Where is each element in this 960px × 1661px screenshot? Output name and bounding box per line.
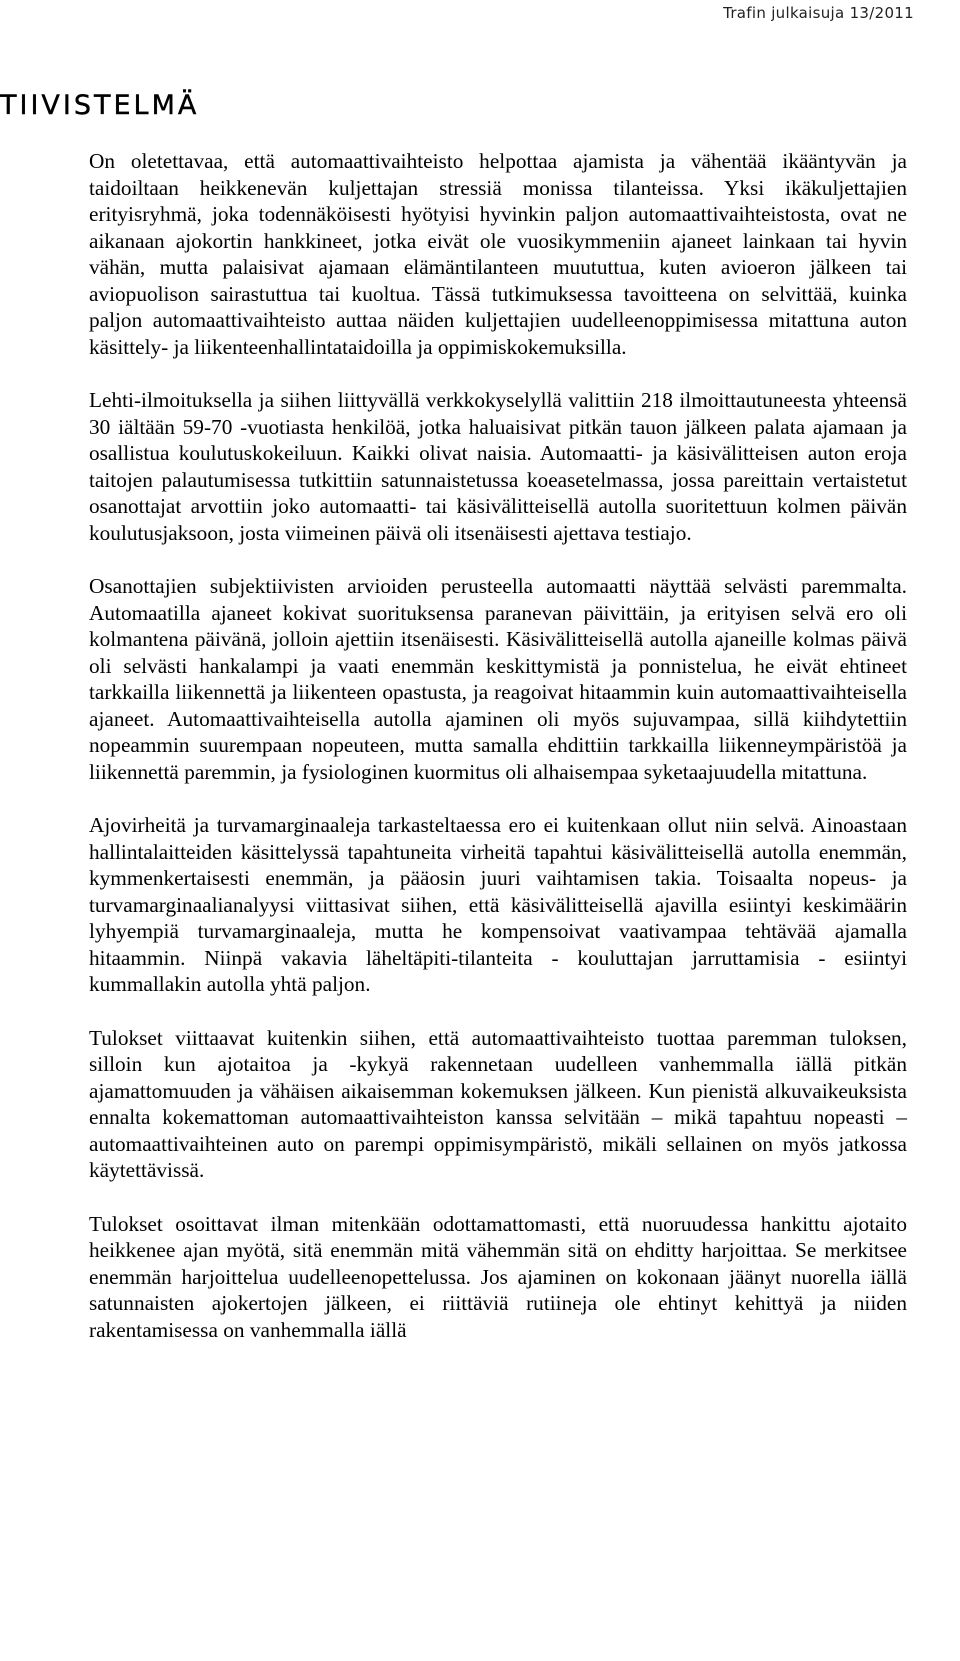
running-header: Trafin julkaisuja 13/2011 bbox=[723, 4, 914, 22]
abstract-body bbox=[89, 148, 907, 1370]
paragraph: Ajovirheitä ja turvamarginaaleja tarkasteltaessa ero ei kuitenkaan ollut niin selvä. Ainoastaan hallintalaitteiden käsittelyssä tapahtuneita virheitä tapahtui käsivälitteisellä autolla enemmän, kymmenkertaisesti enemmän, ja pääosin juuri vaihtamisen takia. Toisaalta nopeus- ja turvamarginaalianalyysi viittasivat siihen, että käsivälitteisellä ajavilla esiintyi keskimäärin lyhyempiä turvamarginaaleja, mutta he kompensoivat vaativampaa tehtävää ajamalla hitaammin. Niinpä vakavia läheltäpiti-tilanteita - kouluttajan jarruttamisia - esiintyi kummallakin autolla yhtä paljon. bbox=[89, 813, 907, 996]
paragraph: Tulokset viittaavat kuitenkin siihen, että automaattivaihteisto tuottaa paremman tuloksen, silloin kun ajotaitoa ja -kykyä rakennetaan uudelleen vanhemmalla iällä pitkän ajamattomuuden ja vähäisen aikaisemman kokemuksen jälkeen. Kun pienistä alkuvaikeuksista ennalta kokemattoman automaattivaihteiston kanssa selvitään – mikä tapahtuu nopeasti – automaattivaihteinen auto on parempi oppimisympäristö, mikäli sellainen on myös jatkossa käytettävissä. bbox=[89, 1025, 907, 1182]
paragraph: On oletettavaa, että automaattivaihteisto helpottaa ajamista ja vähentää ikääntyvän ja taidoiltaan heikkenevän kuljettajan stressiä monissa tilanteissa. Yksi ikäkuljettajien erityisryhmä, joka todennäköisesti hyötyisi hyvinkin paljon automaattivaihteistosta, ovat ne aikanaan ajokortin hankkineet, jotka eivät ole vuosikymmeniin ajaneet lainkaan tai hyvin vähän, mutta palaisivat ajamaan elämäntilanteen muututtua, kuten avioeron jälkeen tai aviopuolison sairastuttua tai kuoltua. Tässä tutkimuksessa tavoitteena on selvittää, kuinka paljon automaattivaihteisto auttaa näiden kuljettajien uudelleenoppimisessa mitattuna auton käsittely- ja liikenteenhallintataidoilla ja oppimiskokemuksilla. bbox=[89, 149, 907, 359]
paragraph: Tulokset osoittavat ilman mitenkään odottamattomasti, että nuoruudessa hankittu ajotaito heikkenee ajan myötä, sitä enemmän mitä vähemmän sitä on ehditty harjoittaa. Se merkitsee enemmän harjoittelua uudelleenopettelussa. Jos ajaminen on kokonaan jäänyt nuorella iällä satunnaisten ajokertojen jälkeen, ei riittäviä rutiineja ole ehtinyt kehittyä ja niiden rakentamisessa on vanhemmalla iällä bbox=[89, 1211, 907, 1342]
paragraph: Osanottajien subjektiivisten arvioiden perusteella automaatti näyttää selvästi paremmalta. Automaatilla ajaneet kokivat suorituksensa paranevan päivittäin, ja erityisen selvä ero oli kolmantena päivänä, jolloin ajettiin itsenäisesti. Käsivälitteisellä autolla ajaneille kolmas päivä oli selvästi hankalampi ja vaati enemmän keskittymistä ja ponnistelua, he eivät ehtineet tarkkailla liikennettä ja liikenteen opastusta, ja reagoivat hitaammin kuin automaattivaihteisella ajaneet. Automaattivaihteisella autolla ajaminen oli myös sujuvampaa, sillä kiihdytettiin nopeammin suurempaan nopeuteen, mutta samalla ehdittiin tarkkailla liikenneympäristöä ja liikennettä paremmin, ja fysiologinen kuormitus oli alhaisempaa syketaajuudella mitattuna. bbox=[89, 574, 907, 784]
section-heading: TIIVISTELMÄ bbox=[0, 90, 200, 121]
paragraph: Lehti-ilmoituksella ja siihen liittyvällä verkkokyselyllä valittiin 218 ilmoittautuneesta yhteensä 30 iältään 59-70 -vuotiasta henkilöä, jotka haluaisivat pitkän tauon jälkeen palata ajamaan ja osallistua koulutuskokeiluun. Kaikki olivat naisia. Automaatti- ja käsivälitteisen auton eroja taitojen palautumisessa tutkittiin satunnaistetussa koeasetelmassa, jossa pareittain vertaistetut osanottajat arvottiin joko automaatti- tai käsivälitteisellä autolla suoritettuun kolmen päivän koulutusjaksoon, josta viimeinen päivä oli itsenäisesti ajettava testiajo. bbox=[89, 388, 907, 545]
